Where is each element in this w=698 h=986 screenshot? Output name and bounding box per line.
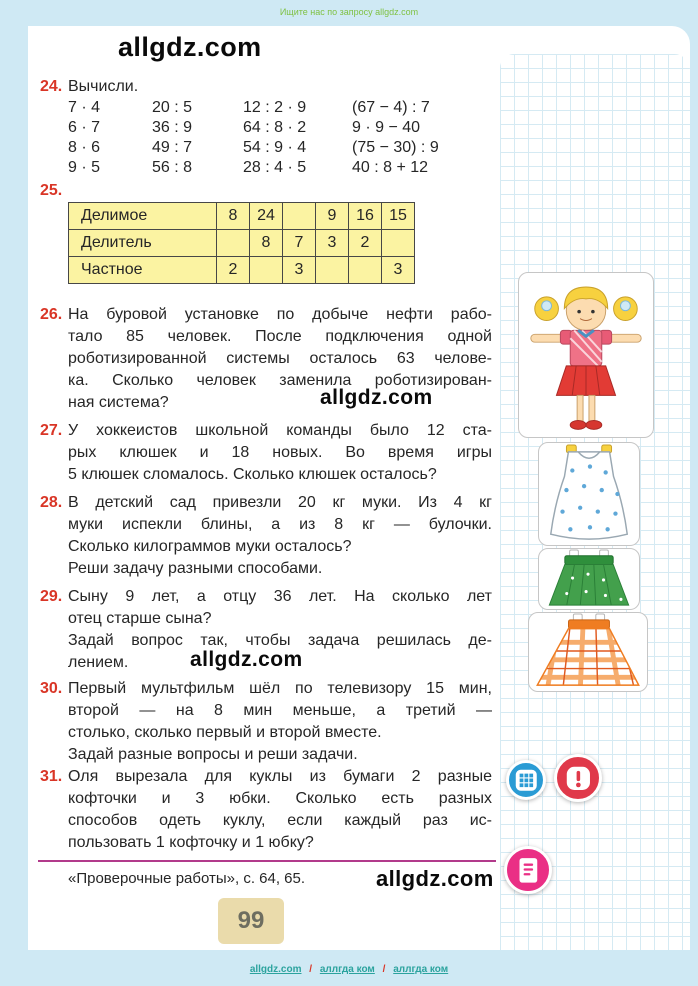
exclamation-icon [554,754,602,802]
plaid-skirt-card [528,612,648,692]
footer-link[interactable]: аллгда ком [393,964,449,975]
table-cell: 16 [349,203,382,230]
polka-dot-dress-image [539,443,639,545]
dress-card [538,442,640,546]
green-skirt-image [539,549,639,609]
expression-cell: 7 · 4 [68,99,101,116]
table-cell: 8 [217,203,250,230]
exercise-30-number: 30. [40,680,63,697]
text-line: Задай вопрос так, чтобы задача решилась де- [68,632,492,649]
footer-separator: / [309,964,313,975]
table-cell: 2 [349,230,382,257]
text-line: столько, сколько первый и второй вместе. [68,724,382,741]
exercise-31-text [68,766,492,854]
table-cell: 24 [250,203,283,230]
text-line: второй — на 8 мин меньше, а третий — [68,702,492,719]
expression-cell: (75 − 30) : 9 [352,139,439,156]
text-line: Первый мультфильм шёл по телевизору 15 мин, [68,680,492,697]
footer-links [0,964,698,975]
expression-cell: (67 − 4) : 7 [352,99,430,116]
exercise-31-number: 31. [40,768,63,785]
table-cell: 3 [316,230,349,257]
text-line: лением. [68,654,129,671]
paper-doll-image [519,273,653,437]
text-line: На буровой установке по добыче нефти рабо- [68,306,492,323]
book-page [28,26,690,950]
paper-doll-card [518,272,654,438]
text-line: Реши задачу разными способами. [68,560,323,577]
plaid-skirt-image [529,613,647,691]
text-line: Сколько килограммов муки осталось? [68,538,352,555]
table-row [69,203,415,230]
table-cell: 3 [382,257,415,284]
exercise-26-number: 26. [40,306,63,323]
checkered-margin [500,54,690,950]
exercise-25-number: 25. [40,182,63,199]
expression-cell: 40 : 8 + 12 [352,159,429,176]
exercise-24-expressions [68,98,492,178]
footer-link[interactable]: allgdz.com [249,964,302,975]
exercise-28-number: 28. [40,494,63,511]
watermark-allgdz-top: allgdz.com [118,32,262,62]
text-line: Задай разные вопросы и реши задачи. [68,746,358,763]
text-line: 5 клюшек сломалось. Сколько клюшек осталось? [68,466,437,483]
green-skirt-card [538,548,640,610]
reference-note: «Проверочные работы», с. 64, 65. [68,870,306,887]
table-cell [382,230,415,257]
expression-cell: 6 · 7 [68,119,101,136]
expression-cell: 49 : 7 [152,139,193,156]
table-cell [283,203,316,230]
text-line: В детский сад привезли 20 кг муки. Из 4 кг [68,494,492,511]
book-icon [504,846,552,894]
expression-cell: 54 : 9 · 4 [243,139,307,156]
expression-row [68,118,492,138]
exercise-29-number: 29. [40,588,63,605]
table-cell: 3 [283,257,316,284]
division-table [68,202,415,284]
text-line: У хоккеистов школьной команды было 12 ста- [68,422,492,439]
expression-cell: 9 · 5 [68,159,101,176]
table-cell: 9 [316,203,349,230]
expression-row [68,158,492,178]
exercise-24-intro: Вычисли. [68,78,139,95]
expression-cell: 28 : 4 · 5 [243,159,307,176]
text-line: кофточки и 3 юбки. Сколько есть разных [68,790,492,807]
text-line: Оля вырезала для куклы из бумаги 2 разные [68,768,492,785]
exercise-30-text [68,678,492,766]
table-cell [217,230,250,257]
table-row [69,257,415,284]
expression-cell: 56 : 8 [152,159,193,176]
expression-cell: 20 : 5 [152,99,193,116]
section-divider [38,860,496,862]
text-line: Сыну 9 лет, а отцу 36 лет. На сколько лет [68,588,492,605]
footer-separator: / [382,964,386,975]
page-number: 99 [218,898,284,944]
expression-cell: 64 : 8 · 2 [243,119,307,136]
table-cell: 2 [217,257,250,284]
text-line: роботизированной системы осталось 63 челове- [68,350,492,367]
expression-cell: 9 · 9 − 40 [352,119,421,136]
expression-cell: 8 · 6 [68,139,101,156]
grid-icon [506,760,546,800]
text-line: рых клюшек и 18 новых. Во время игры [68,444,492,461]
expression-row [68,138,492,158]
table-cell: 8 [250,230,283,257]
text-line: муки испекли блины, а из 8 кг — булочки. [68,516,492,533]
row-label: Делитель [69,230,217,257]
table-cell: 15 [382,203,415,230]
footer-link[interactable]: аллгда ком [319,964,375,975]
table-cell [250,257,283,284]
text-line: тало 85 человек. После подключения одной [68,328,492,345]
text-line: ка. Сколько человек заменила роботизирован- [68,372,492,389]
expression-row [68,98,492,118]
exercise-27-text [68,420,492,486]
top-note: Ищите нас по запросу allgdz.com [279,7,419,17]
watermark-allgdz-bottom: allgdz.com [376,866,494,891]
table-cell [349,257,382,284]
exercise-28-text [68,492,492,580]
watermark-allgdz-mid1: allgdz.com [320,386,433,409]
expression-cell: 36 : 9 [152,119,193,136]
table-cell: 7 [283,230,316,257]
text-line: способов одеть куклу, если каждый раз ис- [68,812,492,829]
exercise-24-number: 24. [40,78,63,95]
text-line: отец старше сына? [68,610,212,627]
expression-cell: 12 : 2 · 9 [243,99,307,116]
exercise-27-number: 27. [40,422,63,439]
row-label: Частное [69,257,217,284]
table-cell [316,257,349,284]
text-line: ная система? [68,394,169,411]
watermark-allgdz-mid2: allgdz.com [190,648,303,671]
text-line: пользовать 1 кофточку и 1 юбку? [68,834,314,851]
table-row [69,230,415,257]
row-label: Делимое [69,203,217,230]
